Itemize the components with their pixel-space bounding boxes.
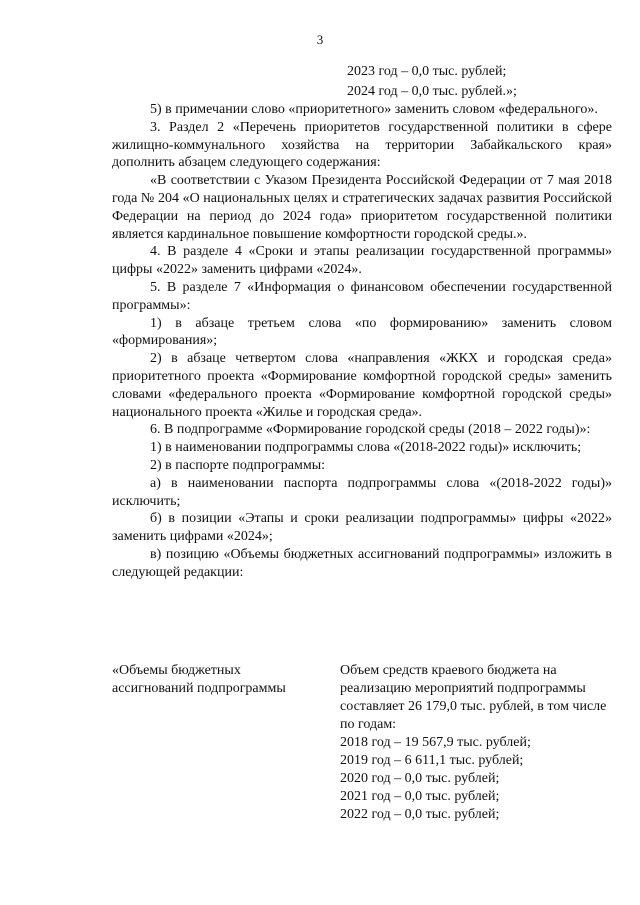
paragraph: 2) в паспорте подпрограммы: <box>150 457 326 473</box>
budget-year-line: 2018 год – 19 567,9 тыс. рублей; <box>340 735 531 750</box>
paragraph: 1) в наименовании подпрограммы слова «(2018-2022 годы)» исключить; <box>150 440 582 456</box>
paragraph: 5. В разделе 7 «Информация о финансовом обеспечении государственной программы»: <box>112 279 612 313</box>
paragraph: «В соответствии с Указом Президента Российской Федерации от 7 мая 2018 года № 204 «О национальных целях и стратегических задачах развития Российской Федерации на период до 2024 года» приоритетом государственной политики является кардинальное повышение комфортности городской среды.». <box>112 173 612 242</box>
paragraph: 4. В разделе 4 «Сроки и этапы реализации государственной программы» цифры «2022» заменить цифрами «2024». <box>112 244 612 278</box>
paragraph: в) позицию «Объемы бюджетных ассигнований подпрограммы» изложить в следующей редакции: <box>112 546 612 580</box>
paragraph: 3. Раздел 2 «Перечень приоритетов государственной политики в сфере жилищно-коммунального хозяйства на территории Забайкальского края» дополнить абзацем следующего содержания: <box>112 119 612 171</box>
paragraph: 5) в примечании слово «приоритетного» заменить словом «федерального». <box>150 102 598 117</box>
budget-year-line: 2020 год – 0,0 тыс. рублей; <box>340 771 500 786</box>
paragraph: 6. В подпрограмме «Формирование городской среды (2018 – 2022 годы)»: <box>150 422 591 438</box>
budget-year-line: 2019 год – 6 611,1 тыс. рублей; <box>340 753 524 768</box>
year-line: 2023 год – 0,0 тыс. рублей; <box>347 64 507 79</box>
paragraph: б) в позиции «Этапы и сроки реализации подпрограммы» цифры «2022» заменить цифрами «2024»; <box>112 511 612 545</box>
budget-summary: Объем средств краевого бюджета на реализацию мероприятий подпрограммы составляет 26 179,0 тыс. рублей, в том числе по годам: <box>340 663 607 732</box>
budget-year-line: 2022 год – 0,0 тыс. рублей; <box>340 807 500 822</box>
paragraph: 1) в абзаце третьем слова «по формированию» заменить словом «формирования»; <box>112 315 612 349</box>
budget-table-values <box>340 662 612 824</box>
budget-table-label: «Объемы бюджетных ассигнований подпрограммы <box>112 663 286 696</box>
paragraph: 2) в абзаце четвертом слова «направления «ЖКХ и городская среда» приоритетного проекта «Формирование комфортной городской среды» заменить словами «федерального проекта «Формирование комфортной городской среды» национального проекта «Жилье и городская среда». <box>112 351 612 420</box>
budget-year-line: 2021 год – 0,0 тыс. рублей; <box>340 789 500 804</box>
year-line: 2024 год – 0,0 тыс. рублей.»; <box>347 84 517 99</box>
paragraph: а) в наименовании паспорта подпрограммы слова «(2018-2022 годы)» исключить; <box>112 475 612 509</box>
continued-year-list <box>347 62 517 102</box>
document-body <box>112 101 612 582</box>
page-number: 3 <box>316 32 324 47</box>
